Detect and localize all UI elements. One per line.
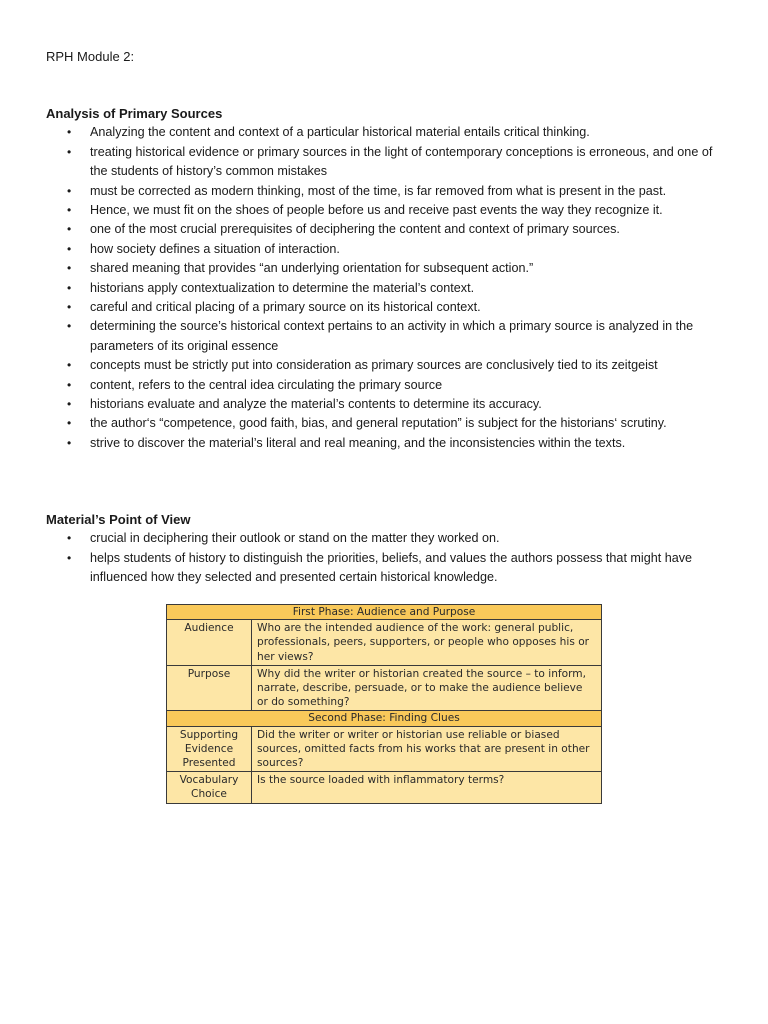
phase-title: First Phase: Audience and Purpose bbox=[167, 605, 602, 620]
list-item bbox=[46, 317, 726, 356]
row-label: Purpose bbox=[167, 665, 252, 711]
bullet-icon: • bbox=[67, 241, 72, 256]
list-item-text: crucial in deciphering their outlook or stand on the matter they worked on. bbox=[90, 531, 500, 546]
row-description: Who are the intended audience of the work: general public, professionals, peers, supporters, or people who opposes his or her views? bbox=[252, 620, 602, 666]
bullet-icon: • bbox=[67, 144, 72, 159]
list-item-text: treating historical evidence or primary sources in the light of contemporary conceptions is erroneous, and one of the students of history’s common mistakes bbox=[90, 144, 713, 179]
bullet-icon: • bbox=[67, 261, 72, 276]
list-item bbox=[46, 123, 726, 142]
bullet-icon: • bbox=[67, 550, 72, 565]
list-item-text: one of the most crucial prerequisites of deciphering the content and context of primary sources. bbox=[90, 222, 620, 237]
list-item-text: must be corrected as modern thinking, most of the time, is far removed from what is present in the past. bbox=[90, 183, 667, 198]
list-item bbox=[46, 376, 726, 395]
list-item bbox=[46, 434, 726, 453]
table-row bbox=[167, 772, 602, 803]
phases-table bbox=[166, 604, 602, 804]
list-item-text: Analyzing the content and context of a particular historical material entails critical thinking. bbox=[90, 125, 590, 140]
phase-title: Second Phase: Finding Clues bbox=[167, 711, 602, 726]
phase-header-row bbox=[167, 711, 602, 726]
list-item-text: Hence, we must fit on the shoes of people before us and receive past events the way they recognize it. bbox=[90, 203, 663, 218]
list-item bbox=[46, 259, 726, 278]
bullet-icon: • bbox=[67, 358, 72, 373]
section-heading: Material’s Point of View bbox=[46, 512, 191, 527]
section-analysis-of-primary-sources bbox=[46, 104, 726, 453]
bullet-icon: • bbox=[67, 300, 72, 315]
bullet-icon: • bbox=[67, 203, 72, 218]
bullet-icon: • bbox=[67, 125, 72, 140]
phase-header-row bbox=[167, 605, 602, 620]
bullet-icon: • bbox=[67, 222, 72, 237]
list-item-text: the author‘s “competence, good faith, bias, and general reputation” is subject for the historians‘ scrutiny. bbox=[90, 416, 667, 431]
list-item-text: helps students of history to distinguish the priorities, beliefs, and values the authors possess that might have influenced how they selected and presented certain historical knowledge. bbox=[90, 550, 693, 585]
bullet-list bbox=[46, 529, 726, 587]
list-item bbox=[46, 529, 726, 548]
document-title: RPH Module 2: bbox=[46, 49, 135, 64]
list-item bbox=[46, 220, 726, 239]
bullet-icon: • bbox=[67, 280, 72, 295]
list-item-text: how society defines a situation of interaction. bbox=[90, 241, 340, 256]
list-item bbox=[46, 298, 726, 317]
list-item bbox=[46, 414, 726, 433]
row-label: Vocabulary Choice bbox=[167, 772, 252, 803]
bullet-icon: • bbox=[67, 416, 72, 431]
bullet-icon: • bbox=[67, 435, 72, 450]
table-row bbox=[167, 726, 602, 772]
row-description: Did the writer or writer or historian use reliable or biased sources, omitted facts from his works that are present in other sources? bbox=[252, 726, 602, 772]
bullet-icon: • bbox=[67, 319, 72, 334]
list-item bbox=[46, 279, 726, 298]
bullet-icon: • bbox=[67, 377, 72, 392]
list-item-text: strive to discover the material’s literal and real meaning, and the inconsistencies within the texts. bbox=[90, 435, 626, 450]
bullet-icon: • bbox=[67, 397, 72, 412]
table-row bbox=[167, 665, 602, 711]
list-item bbox=[46, 240, 726, 259]
list-item-text: concepts must be strictly put into consideration as primary sources are conclusively tied to its zeitgeist bbox=[90, 358, 658, 373]
row-description: Why did the writer or historian created the source – to inform, narrate, describe, persuade, or to make the audience believe or do something? bbox=[252, 665, 602, 711]
bullet-list bbox=[46, 123, 726, 453]
bullet-icon: • bbox=[67, 531, 72, 546]
list-item-text: historians evaluate and analyze the material’s contents to determine its accuracy. bbox=[90, 397, 542, 412]
list-item-text: shared meaning that provides “an underlying orientation for subsequent action.” bbox=[90, 261, 534, 276]
row-description: Is the source loaded with inflammatory terms? bbox=[252, 772, 602, 803]
list-item bbox=[46, 549, 726, 588]
bullet-icon: • bbox=[67, 183, 72, 198]
list-item bbox=[46, 356, 726, 375]
list-item-text: content, refers to the central idea circulating the primary source bbox=[90, 377, 443, 392]
row-label: Audience bbox=[167, 620, 252, 666]
section-heading: Analysis of Primary Sources bbox=[46, 106, 223, 121]
list-item-text: determining the source’s historical context pertains to an activity in which a primary source is analyzed in the parameters of its original essence bbox=[90, 319, 694, 353]
table-row bbox=[167, 620, 602, 666]
section-materials-point-of-view bbox=[46, 510, 726, 588]
list-item-text: careful and critical placing of a primary source on its historical context. bbox=[90, 300, 481, 315]
list-item bbox=[46, 201, 726, 220]
row-label: Supporting Evidence Presented bbox=[167, 726, 252, 772]
list-item bbox=[46, 143, 726, 182]
list-item-text: historians apply contextualization to determine the material’s context. bbox=[90, 280, 475, 295]
list-item bbox=[46, 182, 726, 201]
list-item bbox=[46, 395, 726, 414]
